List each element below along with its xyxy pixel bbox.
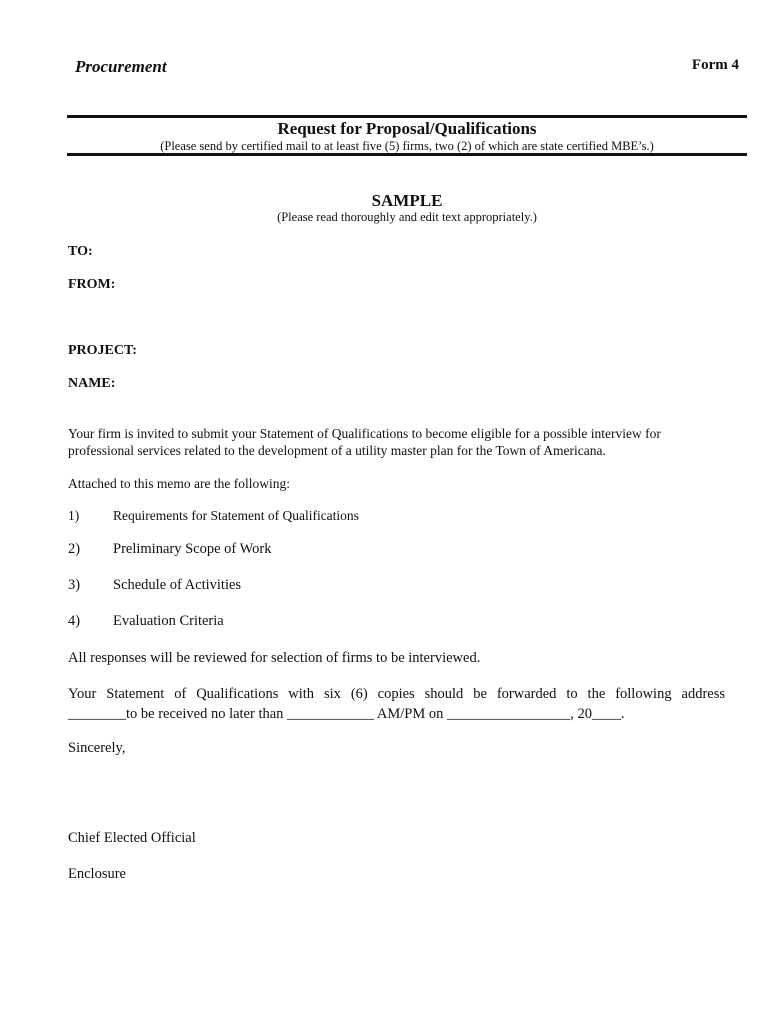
list-item-text: Preliminary Scope of Work bbox=[113, 541, 272, 557]
mailing-instruction: (Please send by certified mail to at least five (5) firms, two (2) of which are state certified MBE’s.) bbox=[160, 139, 654, 153]
to-label: TO: bbox=[68, 244, 93, 259]
list-item-number: 1) bbox=[68, 508, 80, 523]
list-item-text: Requirements for Statement of Qualifications bbox=[113, 508, 359, 523]
department-label: Procurement bbox=[75, 57, 167, 76]
from-label: FROM: bbox=[68, 277, 116, 292]
signatory-title: Chief Elected Official bbox=[68, 830, 196, 846]
list-item-number: 4) bbox=[68, 613, 81, 629]
forward-instruction-line-1: Your Statement of Qualifications with six (6) copies should be forwarded to the following address bbox=[68, 686, 725, 702]
bottom-rule bbox=[67, 153, 747, 156]
list-item-text: Evaluation Criteria bbox=[113, 613, 224, 629]
sample-instruction: (Please read thoroughly and edit text appropriately.) bbox=[277, 210, 537, 224]
intro-paragraph: Your firm is invited to submit your Statement of Qualifications to become eligible for a possible interview for professional services related to the development of a utility master plan for the Town of Americana. bbox=[68, 426, 661, 458]
document-title: Request for Proposal/Qualifications bbox=[277, 119, 537, 138]
responses-paragraph: All responses will be reviewed for selection of firms to be interviewed. bbox=[68, 650, 481, 666]
closing: Sincerely, bbox=[68, 740, 126, 756]
name-label: NAME: bbox=[68, 376, 116, 391]
enclosure-label: Enclosure bbox=[68, 866, 126, 882]
list-item-number: 3) bbox=[68, 577, 81, 593]
list-item-text: Schedule of Activities bbox=[113, 577, 242, 593]
list-item-number: 2) bbox=[68, 541, 81, 557]
attached-line: Attached to this memo are the following: bbox=[68, 476, 290, 491]
project-label: PROJECT: bbox=[68, 343, 137, 358]
forward-instruction-line-2: ________to be received no later than ____________ AM/PM on _________________, 20____. bbox=[68, 706, 625, 722]
top-rule bbox=[67, 115, 747, 118]
sample-heading: SAMPLE bbox=[371, 191, 443, 210]
form-number: Form 4 bbox=[691, 57, 739, 73]
